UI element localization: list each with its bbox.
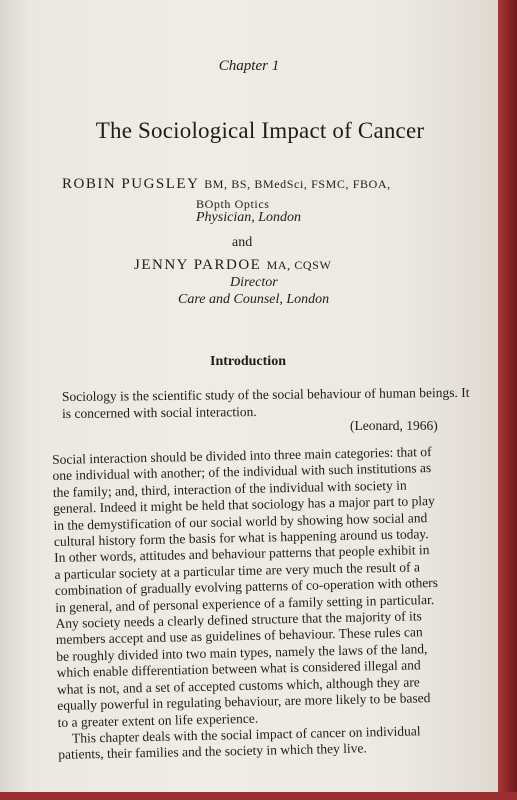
- body-line: what is not, and a set of accepted customs which, although they are: [56, 674, 420, 697]
- body-line: general. Indeed it might be held that sociology has a major part to play: [53, 493, 435, 517]
- book-cover-edge: [498, 0, 517, 800]
- body-line: Any society needs a clearly defined structure that the majority of its: [55, 608, 422, 632]
- body-line: patients, their families and the society in which they live.: [58, 740, 367, 763]
- section-heading: Introduction: [210, 354, 286, 369]
- author-2: [134, 257, 331, 274]
- body-line: the family; and, third, interaction of the individual with society in: [52, 477, 407, 500]
- body-line: members accept and use as guidelines of behaviour. These rules can: [55, 624, 423, 648]
- author-2-name: JENNY PARDOE: [134, 257, 262, 273]
- author-1: [62, 176, 482, 193]
- body-line: which enable differentiation between what is considered illegal and: [56, 657, 421, 681]
- chapter-title: The Sociological Impact of Cancer: [95, 118, 425, 143]
- author-1-credentials-2: BOpth Optics: [196, 197, 270, 211]
- book-bottom-edge: [0, 792, 517, 800]
- quote-source: (Leonard, 1966): [350, 418, 438, 433]
- quote-line: Sociology is the scientific study of the social behaviour of human beings. It: [61, 384, 470, 405]
- body-line: Social interaction should be divided into three main categories: that of: [52, 444, 432, 467]
- epigraph-quote: [61, 384, 470, 422]
- author-2-organisation: Care and Counsel, London: [178, 292, 330, 307]
- body-line: cultural history form the basis for what is happening around us today.: [53, 526, 429, 550]
- body-line: in general, and of personal experience of a family setting in particular.: [55, 591, 435, 615]
- author-2-role: Director: [230, 275, 278, 290]
- body-line: in the demystification of our social world by showing how social and: [53, 509, 428, 533]
- body-line: a particular society at a particular time are very much the result of a: [54, 559, 421, 582]
- quote-line: is concerned with social interaction.: [62, 404, 257, 422]
- author-1-credentials: BM, BS, BMedSci, FSMC, FBOA,: [204, 177, 391, 191]
- author-separator: and: [232, 235, 253, 250]
- body-line: to a greater extent on life experience.: [57, 710, 259, 730]
- author-2-credentials: MA, CQSW: [266, 258, 332, 272]
- body-line: be roughly divided into two main types, namely the laws of the land,: [56, 641, 428, 664]
- author-1-name: ROBIN PUGSLEY: [62, 176, 200, 192]
- body-line: In other words, attitudes and behaviour patterns that people exhibit in: [54, 542, 430, 566]
- author-1-role: Physician, London: [196, 210, 301, 225]
- body-line: combination of gradually evolving patterns of co-operation with others: [54, 575, 439, 599]
- body-line: equally powerful in regulating behaviour, are more likely to be based: [57, 690, 431, 714]
- body-text: [52, 444, 458, 764]
- body-line: This chapter deals with the social impact of cancer on individual: [71, 723, 421, 746]
- chapter-number: Chapter 1: [218, 58, 280, 74]
- body-line: one individual with another; of the individual with such institutions as: [52, 460, 432, 484]
